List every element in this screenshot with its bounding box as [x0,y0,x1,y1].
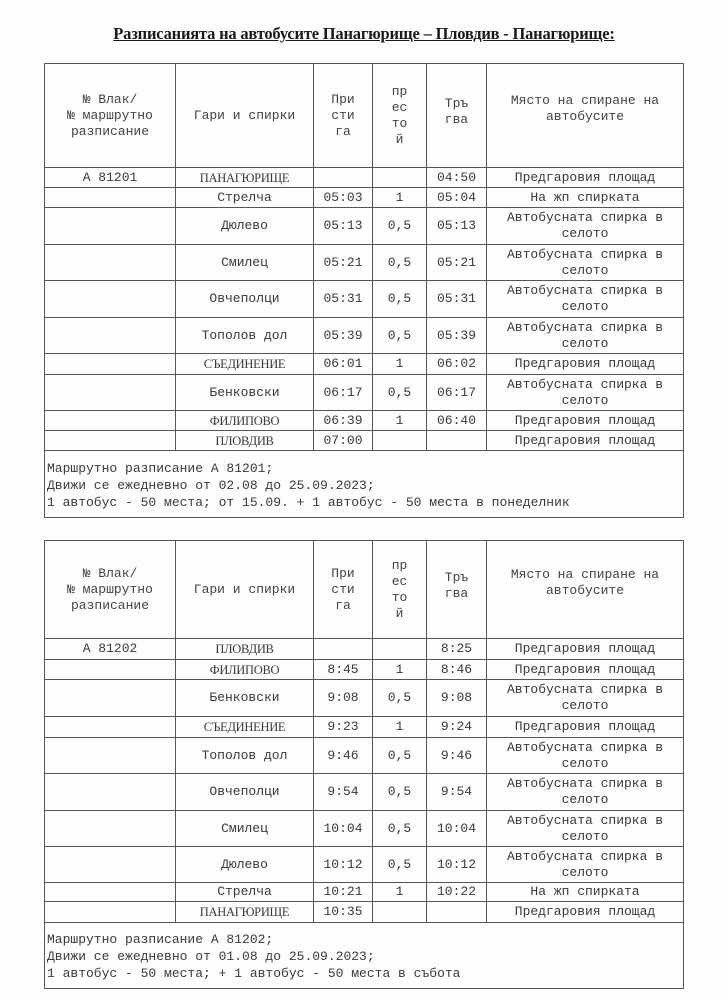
table-row [45,717,684,738]
text-line: Място на спиране на [510,566,660,582]
text-line: Предгаровия площад [514,169,656,185]
text-line: На жп спирката [530,884,640,899]
text-line: то [391,115,408,131]
departure-cell [427,431,487,451]
stop-place-cell [487,375,684,411]
text-line: Предгаровия площад [514,412,656,428]
stop-place-cell [487,168,684,188]
stop-place-cell [487,680,684,717]
table-row [45,208,684,245]
station-cell: ПАНАГЮРИЩЕ [176,902,314,923]
page-title: Разписанията на автобусите Панагюрище – Пловдив - Панагюрище: [113,24,615,43]
table-row [45,411,684,431]
arrival-cell: 10:12 [314,847,373,883]
stay-cell [373,639,427,660]
station-cell: ПЛОВДИВ [176,431,314,451]
route-number-cell [45,188,176,208]
stay-cell: 0,5 [373,738,427,774]
departure-cell: 05:21 [427,245,487,281]
text-line: Маршрутно разписание A 81202; [47,932,274,947]
station-cell: Дюлево [176,847,314,883]
table-row [45,318,684,354]
header-row [45,541,684,639]
arrival-cell: 9:54 [314,774,373,811]
station-cell: Тополов дол [176,738,314,774]
text-line: селото [561,335,609,351]
station-cell: СЪЕДИНЕНИЕ [176,354,314,375]
text-line: Движи се ежедневно от 01.08 до 25.09.2023; [47,949,375,964]
arrival-cell: 05:03 [314,188,373,208]
departure-cell: 8:46 [427,660,487,680]
text-line: Автобусната спирка в [506,739,664,755]
departure-cell: 04:50 [427,168,487,188]
text-line: селото [561,698,609,713]
station-cell: Дюлево [176,208,314,245]
stay-cell: 0,5 [373,281,427,318]
text-line: Предгаровия площад [514,661,656,677]
station-cell: Стрелча [176,883,314,902]
header-row [45,64,684,168]
header-arrival [314,541,373,639]
route-number-cell [45,847,176,883]
text-line: Движи се ежедневно от 02.08 до 25.09.2023; [47,477,375,493]
text-line: Предгаровия площад [514,432,656,448]
stop-place-cell [487,811,684,847]
station-cell: ПАНАГЮРИЩЕ [176,168,314,188]
table-row [45,431,684,451]
route-number-cell [45,245,176,281]
station-cell: СЪЕДИНЕНИЕ [176,717,314,738]
arrival-cell: 05:31 [314,281,373,318]
station-cell: ФИЛИПОВО [176,660,314,680]
text-line: селото [561,792,609,807]
stay-cell: 0,5 [373,208,427,245]
stop-place-cell [487,318,684,354]
header-stop-place [487,64,684,168]
stay-cell [373,168,427,188]
stop-place-cell [487,717,684,738]
text-line: На жп спирката [530,189,640,205]
route-number-cell [45,883,176,902]
text-line: Автобусната спирка в [506,776,664,791]
arrival-cell: 06:01 [314,354,373,375]
text-line: автобусите [545,582,624,598]
departure-cell: 9:24 [427,717,487,738]
text-line: Автобусната спирка в [506,812,664,828]
departure-cell: 10:04 [427,811,487,847]
table-row [45,168,684,188]
notes-row [45,451,684,518]
table-row [45,680,684,717]
arrival-cell: 10:35 [314,902,373,923]
header-stop-place [487,541,684,639]
text-line: селото [561,392,609,408]
stay-cell: 1 [373,660,427,680]
text-line: Автобусната спирка в [506,682,664,697]
stop-place-cell [487,354,684,375]
arrival-cell [314,639,373,660]
stay-cell: 1 [373,188,427,208]
station-cell: Овчеполци [176,281,314,318]
table-row [45,847,684,883]
arrival-cell: 10:21 [314,883,373,902]
stop-place-cell [487,411,684,431]
stay-cell: 0,5 [373,680,427,717]
arrival-cell: 9:08 [314,680,373,717]
departure-cell: 05:04 [427,188,487,208]
departure-cell: 9:08 [427,680,487,717]
departure-cell: 05:39 [427,318,487,354]
table-row [45,375,684,411]
route-number-cell [45,208,176,245]
text-line: Тръ [444,569,469,585]
text-line: автобусите [545,108,624,124]
route-number-cell [45,660,176,680]
text-line: га [335,597,351,613]
arrival-cell: 05:21 [314,245,373,281]
text-line: то [391,589,408,605]
stop-place-cell [487,774,684,811]
stay-cell: 0,5 [373,318,427,354]
header-stay [373,541,427,639]
arrival-cell [314,168,373,188]
text-line: ес [391,573,408,589]
table-row [45,639,684,660]
header-stations: Гари и спирки [176,541,314,639]
departure-cell: 06:40 [427,411,487,431]
text-line: разписание [70,123,149,139]
arrival-cell: 10:04 [314,811,373,847]
table-row [45,660,684,680]
text-line: Автобусната спирка в [506,319,664,335]
stop-place-cell [487,639,684,660]
route-number-cell [45,717,176,738]
stop-place-cell [487,738,684,774]
text-line: № Влак/ [82,565,138,581]
text-line: № маршрутно [67,107,153,123]
table-row [45,811,684,847]
stop-place-cell [487,245,684,281]
text-line: гва [444,111,469,127]
text-line: селото [561,299,609,314]
text-line: Автобусната спирка в [506,246,664,262]
route-number-cell [45,411,176,431]
stay-cell: 0,5 [373,847,427,883]
route-notes [45,923,684,989]
arrival-cell: 05:13 [314,208,373,245]
stay-cell: 1 [373,717,427,738]
text-line: селото [561,755,609,771]
station-cell: Овчеполци [176,774,314,811]
text-line: сти [331,581,355,597]
header-departure [427,541,487,639]
text-line: пр [391,83,408,99]
text-line: селото [561,864,609,880]
stop-place-cell [487,902,684,923]
text-line: Място на спиране на [510,92,660,108]
text-line: Автобусната спирка в [506,210,664,225]
stay-cell: 0,5 [373,774,427,811]
text-line: гва [444,585,469,601]
arrival-cell: 8:45 [314,660,373,680]
arrival-cell: 9:23 [314,717,373,738]
stay-cell: 0,5 [373,811,427,847]
station-cell: Стрелча [176,188,314,208]
route-notes [45,451,684,518]
stop-place-cell [487,431,684,451]
text-line: й [395,605,404,621]
stay-cell: 1 [373,354,427,375]
text-line: Тръ [444,95,469,111]
text-line: При [331,565,355,581]
route-number-cell [45,354,176,375]
notes-row [45,923,684,989]
text-line: га [335,123,351,139]
header-arrival [314,64,373,168]
route-number-cell: A 81201 [45,168,176,188]
stop-place-cell [487,660,684,680]
stay-cell: 1 [373,883,427,902]
text-line: селото [561,262,609,278]
stay-cell [373,431,427,451]
departure-cell: 06:02 [427,354,487,375]
table-row [45,738,684,774]
departure-cell: 06:17 [427,375,487,411]
departure-cell: 9:54 [427,774,487,811]
stop-place-cell [487,847,684,883]
departure-cell: 10:22 [427,883,487,902]
route-number-cell [45,738,176,774]
route-number-cell [45,318,176,354]
schedule-table-81202 [44,540,684,989]
table-row [45,902,684,923]
departure-cell: 05:31 [427,281,487,318]
station-cell: Бенковски [176,375,314,411]
station-cell: Смилец [176,811,314,847]
route-number-cell [45,431,176,451]
departure-cell: 8:25 [427,639,487,660]
stay-cell [373,902,427,923]
route-number-cell: A 81202 [45,639,176,660]
table-row [45,188,684,208]
arrival-cell: 06:39 [314,411,373,431]
text-line: 1 автобус - 50 места; от 15.09. + 1 автобус - 50 места в понеделник [47,494,570,510]
header-departure [427,64,487,168]
station-cell: ПЛОВДИВ [176,639,314,660]
stay-cell: 1 [373,411,427,431]
table-row [45,245,684,281]
text-line: Автобусната спирка в [506,376,664,392]
table-row [45,774,684,811]
text-line: й [395,131,404,147]
header-route-number [45,64,176,168]
text-line: пр [391,557,408,573]
stay-cell: 0,5 [373,375,427,411]
route-number-cell [45,902,176,923]
header-stay [373,64,427,168]
arrival-cell: 9:46 [314,738,373,774]
text-line: № маршрутно [67,581,153,597]
text-line: селото [561,828,609,844]
departure-cell: 9:46 [427,738,487,774]
text-line: Автобусната спирка в [506,283,664,298]
text-line: Предгаровия площад [514,356,656,371]
text-line: Автобусната спирка в [506,848,664,864]
header-stations: Гари и спирки [176,64,314,168]
stop-place-cell [487,208,684,245]
station-cell: Смилец [176,245,314,281]
text-line: селото [561,226,609,241]
text-line: разписание [70,597,149,613]
text-line: ес [391,99,408,115]
table-row [45,883,684,902]
text-line: Предгаровия площад [514,904,656,919]
stop-place-cell [487,188,684,208]
text-line: При [331,91,355,107]
arrival-cell: 06:17 [314,375,373,411]
stop-place-cell [487,883,684,902]
text-line: Предгаровия площад [514,719,656,734]
route-number-cell [45,680,176,717]
route-number-cell [45,281,176,318]
table-row [45,354,684,375]
text-line: Предгаровия площад [514,641,656,656]
text-line: № Влак/ [82,91,138,107]
route-number-cell [45,774,176,811]
schedule-table-81201 [44,63,684,518]
text-line: 1 автобус - 50 места; + 1 автобус - 50 места в събота [47,966,461,981]
arrival-cell: 05:39 [314,318,373,354]
route-number-cell [45,375,176,411]
stop-place-cell [487,281,684,318]
station-cell: Тополов дол [176,318,314,354]
departure-cell: 05:13 [427,208,487,245]
departure-cell: 10:12 [427,847,487,883]
arrival-cell: 07:00 [314,431,373,451]
header-route-number [45,541,176,639]
route-number-cell [45,811,176,847]
stay-cell: 0,5 [373,245,427,281]
station-cell: ФИЛИПОВО [176,411,314,431]
text-line: Маршрутно разписание A 81201; [47,460,274,476]
text-line: сти [331,107,355,123]
station-cell: Бенковски [176,680,314,717]
departure-cell [427,902,487,923]
table-row [45,281,684,318]
